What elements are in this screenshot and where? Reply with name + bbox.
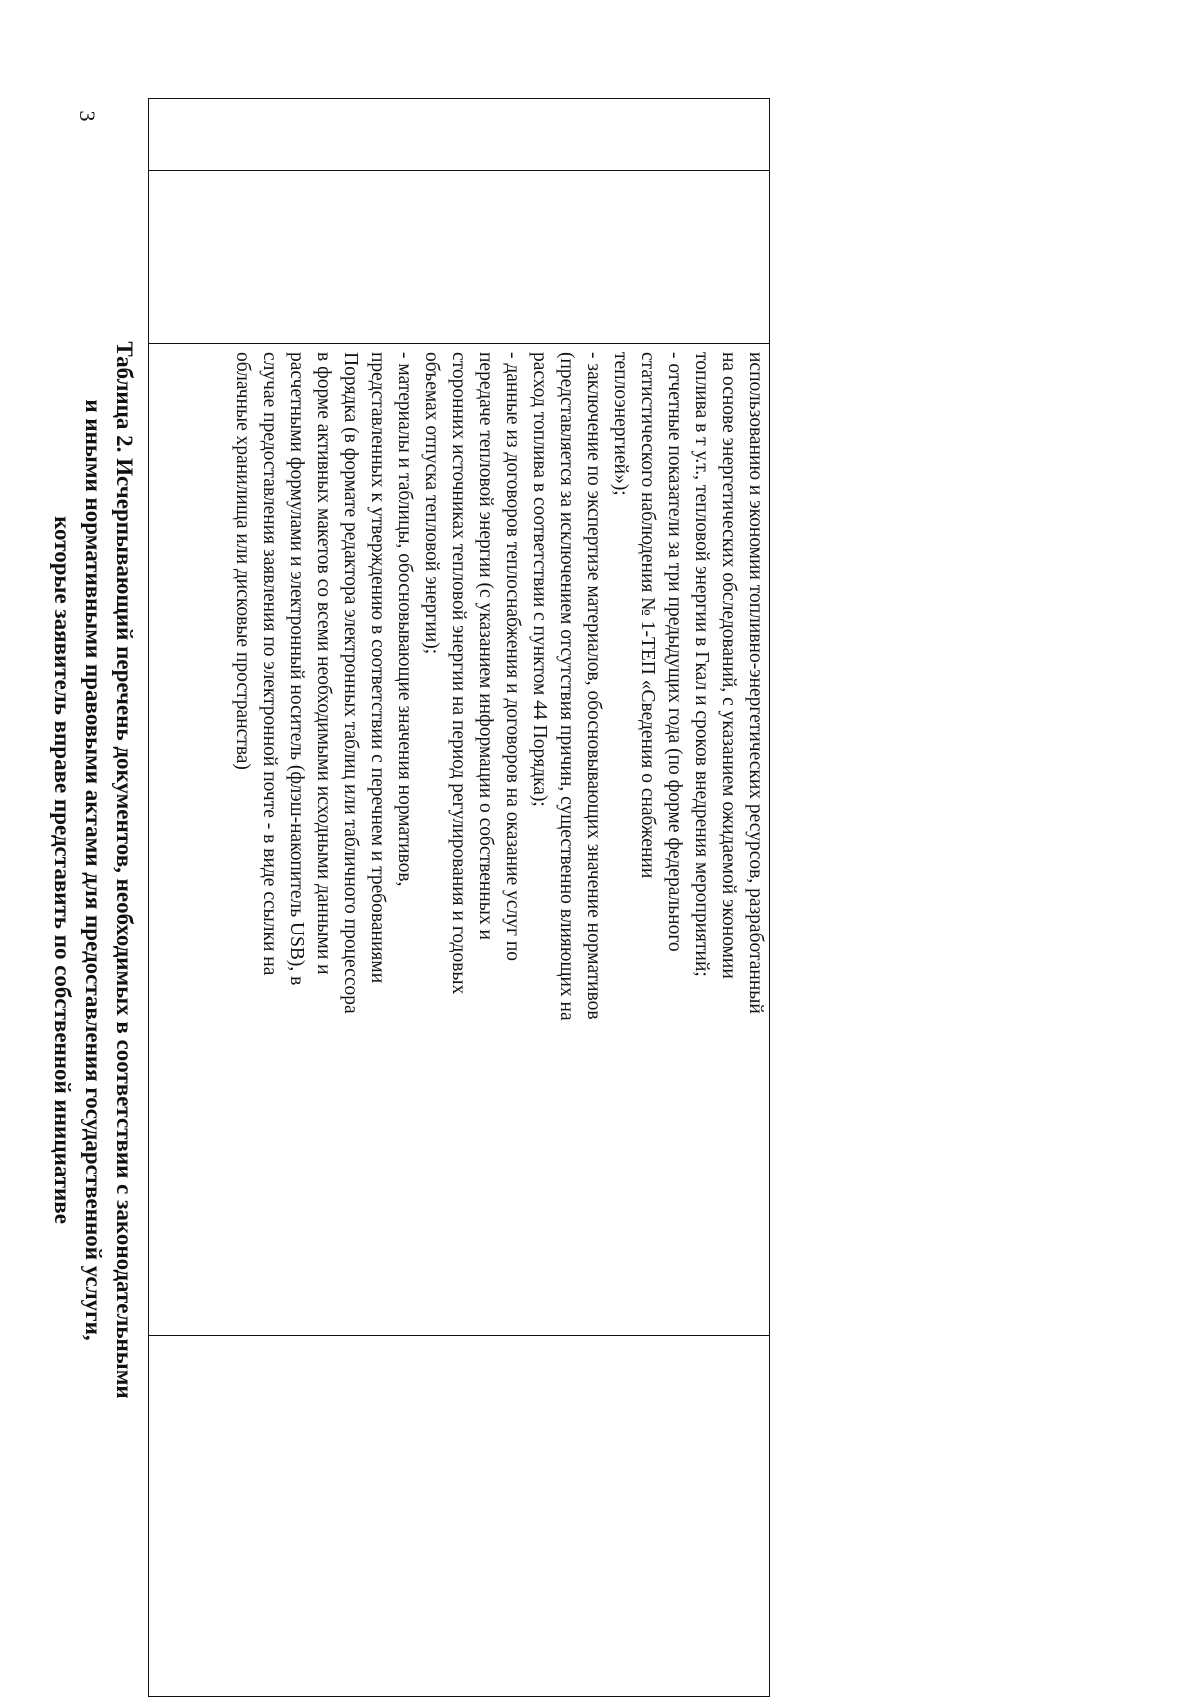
list-line: - отчетные показатели за три предыдущих года (по форме федерального — [664, 352, 685, 952]
list-line: Порядка (в формате редактора электронных таблиц или табличного процессора — [340, 352, 361, 1014]
list-line: расчетными формулами и электронный носитель (флэш-накопитель USB), в — [286, 352, 307, 986]
documents-list-cell — [149, 344, 770, 1336]
list-line: - заключение по экспертизе материалов, обосновывающих значение нормативов — [583, 352, 604, 1020]
number-cell — [149, 99, 770, 171]
list-line: топлива в т у.т., тепловой энергии в Гкал и сроков внедрения мероприятий; — [691, 352, 712, 977]
continued-documents-table — [148, 98, 770, 1697]
list-line: передаче тепловой энергии (с указанием информации о собственных и — [475, 352, 496, 940]
list-line: представленных к утверждению в соответствии с перечнем и требованиями — [367, 352, 388, 984]
list-line: теплоэнергией»); — [610, 352, 631, 496]
caption-line: и иными нормативными правовыми актами для предоставления государственной услуги, — [81, 399, 106, 1341]
list-line: сторонних источниках тепловой энергии на период регулирования и годовых — [448, 352, 469, 995]
list-line: объемах отпуска тепловой энергии); — [421, 352, 442, 655]
applicant-category-cell — [149, 171, 770, 344]
page-number: 3 — [75, 110, 100, 122]
list-line: случае предоставления заявления по электронной почте - в виде ссылки на — [259, 352, 280, 976]
table-row — [149, 99, 770, 1697]
list-line: в форме активных макетов со всеми необходимыми исходными данными и — [313, 352, 334, 975]
list-line: расход топлива в соответствии с пунктом 44 Порядка); — [529, 352, 550, 807]
list-line: (представляется за исключением отсутствия причин, существенно влияющих на — [556, 352, 577, 1021]
submission-methods-cell — [149, 1335, 770, 1696]
caption-line: которые заявитель вправе представить по собственной инициативе — [50, 516, 75, 1224]
list-line: - данные из договоров теплоснабжения и договоров на оказание услуг по — [502, 352, 523, 962]
list-line: статистического наблюдения № 1-ТЕП «Сведения о снабжении — [637, 352, 658, 879]
list-line: на основе энергетических обследований, с указанием ожидаемой экономии — [718, 352, 739, 979]
list-line: использованию и экономии топливно-энергетических ресурсов, разработанный — [745, 352, 766, 1014]
caption-line: Таблица 2. Исчерпывающий перечень документов, необходимых в соответствии с законодательными — [112, 341, 137, 1399]
table-2-caption — [47, 180, 140, 1560]
list-line: - материалы и таблицы, обосновывающие значения нормативов, — [394, 352, 415, 887]
list-line: облачные хранилища или дисковые пространства) — [232, 352, 253, 770]
